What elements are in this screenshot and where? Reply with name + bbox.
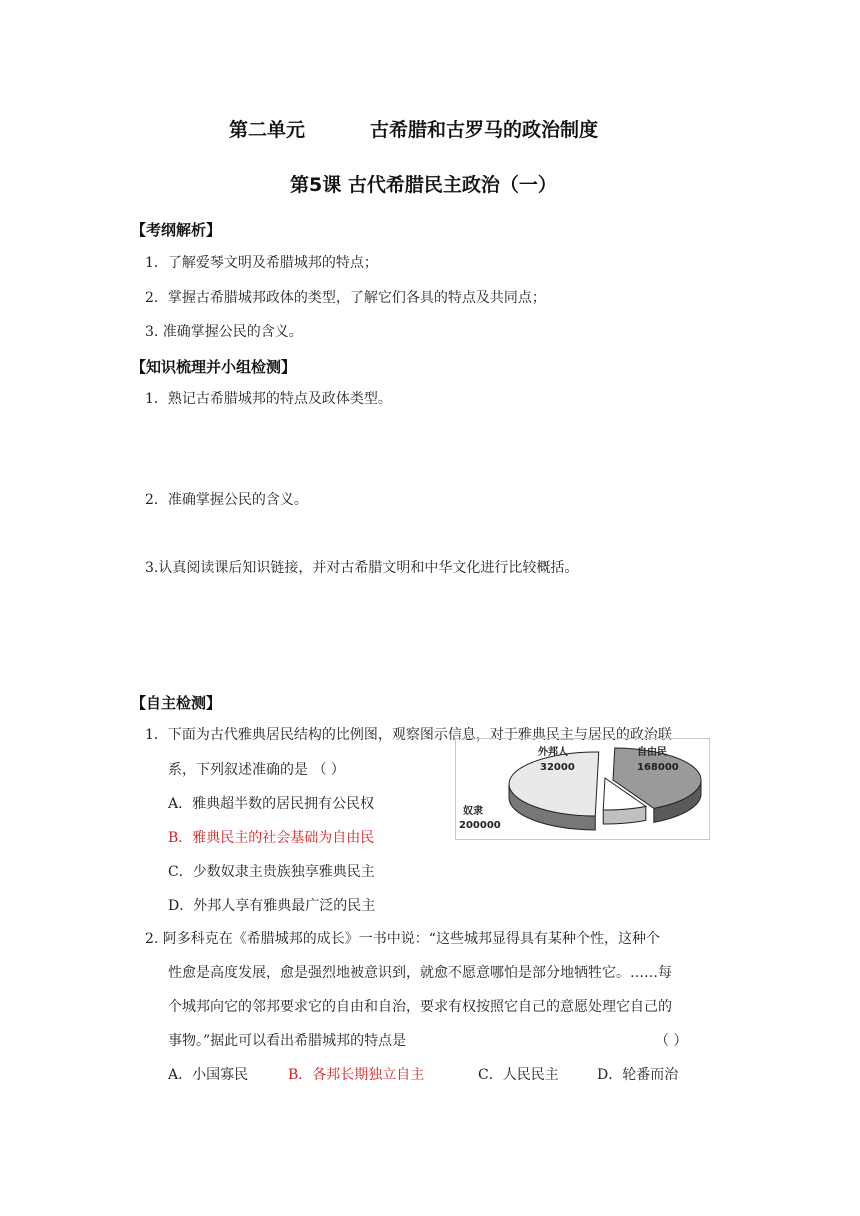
q2-stem-line3: 个城邦向它的邻邦要求它的自由和自治，要求有权按照它自己的意愿处理它自己的 xyxy=(168,999,672,1015)
pie-label-slaves-name: 奴隶 xyxy=(463,806,483,817)
q2-stem-line2: 性愈是高度发展，愈是强烈地被意识到，就愈不愿意哪怕是部分地牺牲它。……每 xyxy=(168,965,672,981)
q2-bracket: （ ） xyxy=(655,1033,688,1049)
syllabus-item-2: 2．掌握古希腊城邦政体的类型，了解它们各具的特点及共同点； xyxy=(145,290,546,306)
q1-stem-line2: 系，下列叙述准确的是 （ ） xyxy=(168,762,345,778)
q2-option-b-answer: B．各邦长期独立自主 xyxy=(288,1067,425,1083)
residents-pie-chart xyxy=(455,738,710,840)
q2-option-c: C．人民民主 xyxy=(478,1067,559,1083)
q2-stem-line1: 2. 阿多科克在《希腊城邦的成长》一书中说：“这些城邦显得具有某种个性，这种个 xyxy=(145,931,660,947)
q1-option-d: D．外邦人享有雅典最广泛的民主 xyxy=(168,898,376,914)
q2-option-a: A．小国寡民 xyxy=(168,1067,249,1083)
q2-stem-line4: 事物。”据此可以看出希腊城邦的特点是 xyxy=(168,1033,407,1049)
unit-title-part1: 第二单元 xyxy=(229,119,306,141)
q1-option-a: A．雅典超半数的居民拥有公民权 xyxy=(168,796,375,812)
q2-option-d: D．轮番而治 xyxy=(597,1067,679,1083)
pie-label-free-value: 168000 xyxy=(637,762,679,773)
syllabus-item-1: 1．了解爱琴文明及希腊城邦的特点； xyxy=(145,255,378,271)
unit-title-part2: 古希腊和古罗马的政治制度 xyxy=(370,119,599,141)
section-heading-knowledge: 【知识梳理并小组检测】 xyxy=(131,358,297,376)
knowledge-item-1: 1．熟记古希腊城邦的特点及政体类型。 xyxy=(145,391,392,407)
section-heading-syllabus: 【考纲解析】 xyxy=(131,221,222,239)
knowledge-item-2: 2．准确掌握公民的含义。 xyxy=(145,492,308,508)
q1-option-b-answer: B．雅典民主的社会基础为自由民 xyxy=(168,830,375,846)
q1-option-c: C．少数奴隶主贵族独享雅典民主 xyxy=(168,864,375,880)
pie-label-foreigners-name: 外邦人 xyxy=(538,747,568,758)
section-heading-self-check: 【自主检测】 xyxy=(131,694,222,712)
lesson-title: 第5课 古代希腊民主政治（一） xyxy=(290,174,557,196)
pie-label-free-name: 自由民 xyxy=(637,747,667,758)
knowledge-item-3: 3.认真阅读课后知识链接，并对古希腊文明和中华文化进行比较概括。 xyxy=(145,560,579,576)
q1-stem-line1: 1．下面为古代雅典居民结构的比例图，观察图示信息，对于雅典民主与居民的政治联 xyxy=(145,727,672,743)
syllabus-item-3: 3. 准确掌握公民的含义。 xyxy=(145,324,303,340)
pie-label-foreigners-value: 32000 xyxy=(540,762,575,773)
pie-label-slaves-value: 200000 xyxy=(459,820,501,831)
